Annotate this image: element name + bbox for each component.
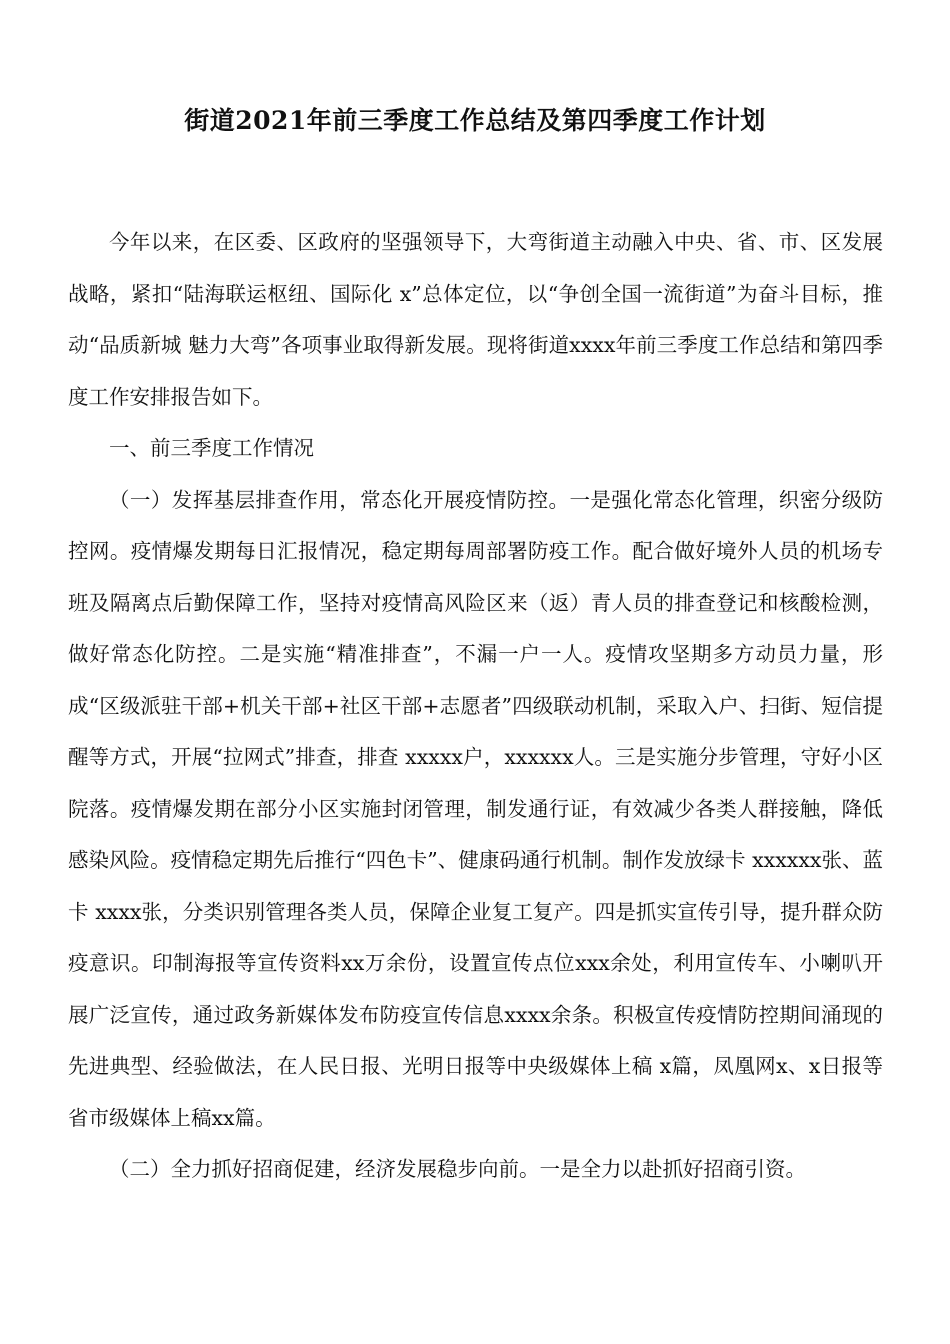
document-title: 街道2021年前三季度工作总结及第四季度工作计划: [184, 106, 766, 135]
intro-paragraph: 今年以来，在区委、区政府的坚强领导下，大弯街道主动融入中央、省、市、区发展战略，紧扣“陆海联运枢纽、国际化 x”总体定位，以“争创全国一流街道”为奋斗目标，推动“品质新城 魅力大弯”各项事业取得新发展。现将街道xxxx年前三季度工作总结和第四季度工作安排报告如下。: [68, 230, 883, 409]
section-paragraph-1: （一）发挥基层排查作用，常态化开展疫情防控。一是强化常态化管理，织密分级防控网。疫情爆发期每日汇报情况，稳定期每周部署防疫工作。配合做好境外人员的机场专班及隔离点后勤保障工作，坚持对疫情高风险区来（返）青人员的排查登记和核酸检测，做好常态化防控。二是实施“精准排查”，不漏一户一人。疫情攻坚期多方动员力量，形成“区级派驻干部+机关干部+社区干部+志愿者”四级联动机制，采取入户、扫街、短信提醒等方式，开展“拉网式”排查，排查 xxxxx户，xxxxxx人。三是实施分步管理，守好小区院落。疫情爆发期在部分小区实施封闭管理，制发通行证，有效减少各类人群接触，降低感染风险。疫情稳定期先后推行“四色卡”、健康码通行机制。制作发放绿卡 xxxxxx张、蓝卡 xxxx张，分类识别管理各类人员，保障企业复工复产。四是抓实宣传引导，提升群众防疫意识。印制海报等宣传资料xx万余份，设置宣传点位xxx余处，利用宣传车、小喇叭开展广泛宣传，通过政务新媒体发布防疫宣传信息xxxx余条。积极宣传疫情防控期间涌现的先进典型、经验做法，在人民日报、光明日报等中央级媒体上稿 x篇，凤凰网x、x日报等省市级媒体上稿xx篇。: [68, 487, 883, 1130]
document-body: [68, 217, 883, 1196]
section-heading: 一、前三季度工作情况: [109, 436, 314, 460]
section-paragraph-2: （二）全力抓好招商促建，经济发展稳步向前。一是全力以赴抓好招商引资。: [109, 1157, 806, 1181]
